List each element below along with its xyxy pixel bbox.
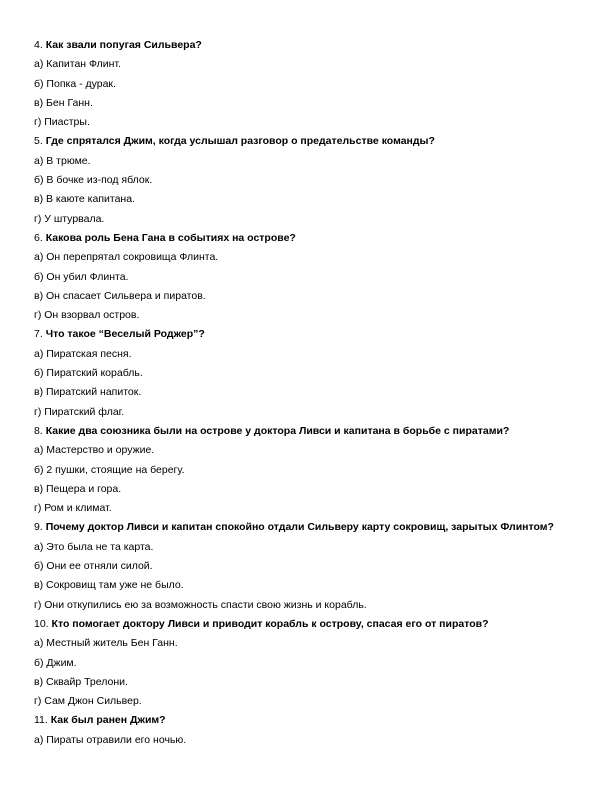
- question-line: [34, 229, 594, 248]
- question-text: Почему доктор Ливси и капитан спокойно отдали Сильверу карту сокровищ, зарытых Флинтом?: [45, 521, 554, 534]
- question-text: Какова роль Бена Гана в событиях на острове?: [45, 231, 296, 244]
- answer-option: в) Пещера и гора.: [34, 482, 122, 495]
- answer-option: г) Ром и климат.: [34, 502, 112, 515]
- question-block: [34, 615, 594, 711]
- question-block: [34, 132, 594, 228]
- answer-option: б) Они ее отняли силой.: [34, 560, 153, 573]
- answer-option: г) Пиастры.: [34, 116, 90, 129]
- answer-option: б) Он убил Флинта.: [34, 270, 129, 283]
- question-text: Где спрятался Джим, когда услышал разговор о предательстве команды?: [45, 135, 435, 148]
- answer-option: в) Сквайр Трелони.: [34, 675, 128, 688]
- answer-option: в) Пиратский напиток.: [34, 386, 142, 399]
- question-block: [34, 518, 594, 614]
- answer-option: а) Пиратская песня.: [34, 347, 132, 360]
- answer-option: б) 2 пушки, стоящие на берегу.: [34, 463, 185, 476]
- question-text: Как был ранен Джим?: [50, 714, 166, 727]
- answer-option: б) Пиратский корабль.: [34, 367, 143, 380]
- answer-option: г) Пиратский флаг.: [34, 405, 125, 418]
- answer-option: г) У штурвала.: [34, 212, 105, 225]
- question-line: [34, 325, 594, 344]
- answer-option: в) Бен Ганн.: [34, 96, 93, 109]
- answer-option: а) Это была не та карта.: [34, 540, 154, 553]
- answer-option: а) Капитан Флинт.: [34, 58, 121, 71]
- question-number: 6.: [34, 231, 43, 244]
- answer-option: в) Он спасает Сильвера и пиратов.: [34, 289, 206, 302]
- answer-option: г) Они откупились ею за возможность спасти свою жизнь и корабль.: [34, 598, 367, 611]
- question-line: [34, 36, 594, 55]
- answer-option: г) Он взорвал остров.: [34, 309, 140, 322]
- answer-option: а) Местный житель Бен Ганн.: [34, 637, 178, 650]
- question-number: 8.: [34, 424, 43, 437]
- question-number: 11.: [34, 714, 48, 727]
- answer-option: а) Мастерство и оружие.: [34, 444, 155, 457]
- question-line: [34, 422, 594, 441]
- question-number: 7.: [34, 328, 43, 341]
- answer-option: б) Попка - дурак.: [34, 77, 116, 90]
- question-block: [34, 325, 594, 421]
- question-line: [34, 518, 594, 537]
- answer-option: а) В трюме.: [34, 154, 91, 167]
- question-number: 4.: [34, 39, 43, 51]
- question-block: [34, 422, 594, 518]
- question-line: [34, 132, 594, 151]
- answer-option: а) Пираты отравили его ночью.: [34, 733, 187, 746]
- answer-option: б) В бочке из-под яблок.: [34, 174, 153, 187]
- question-block: [34, 229, 594, 325]
- question-number: 9.: [34, 521, 43, 534]
- quiz-page: [34, 36, 594, 750]
- question-line: [34, 615, 594, 634]
- answer-option: в) В каюте капитана.: [34, 193, 135, 206]
- answer-option: а) Он перепрятал сокровища Флинта.: [34, 251, 219, 264]
- question-text: Кто помогает доктору Ливси и приводит корабль к острову, спасая его от пиратов?: [51, 617, 489, 630]
- question-text: Какие два союзника были на острове у доктора Ливси и капитана в борьбе с пиратами?: [45, 424, 510, 437]
- question-line: [34, 711, 594, 730]
- answer-option: б) Джим.: [34, 656, 77, 669]
- question-text: Как звали попугая Сильвера?: [45, 39, 202, 51]
- question-number: 5.: [34, 135, 43, 148]
- question-block: [34, 36, 594, 132]
- question-text: Что такое “Веселый Роджер”?: [45, 328, 205, 341]
- answer-option: г) Сам Джон Сильвер.: [34, 695, 142, 708]
- question-number: 10.: [34, 617, 49, 630]
- question-block: [34, 711, 594, 750]
- answer-option: в) Сокровищ там уже не было.: [34, 579, 184, 592]
